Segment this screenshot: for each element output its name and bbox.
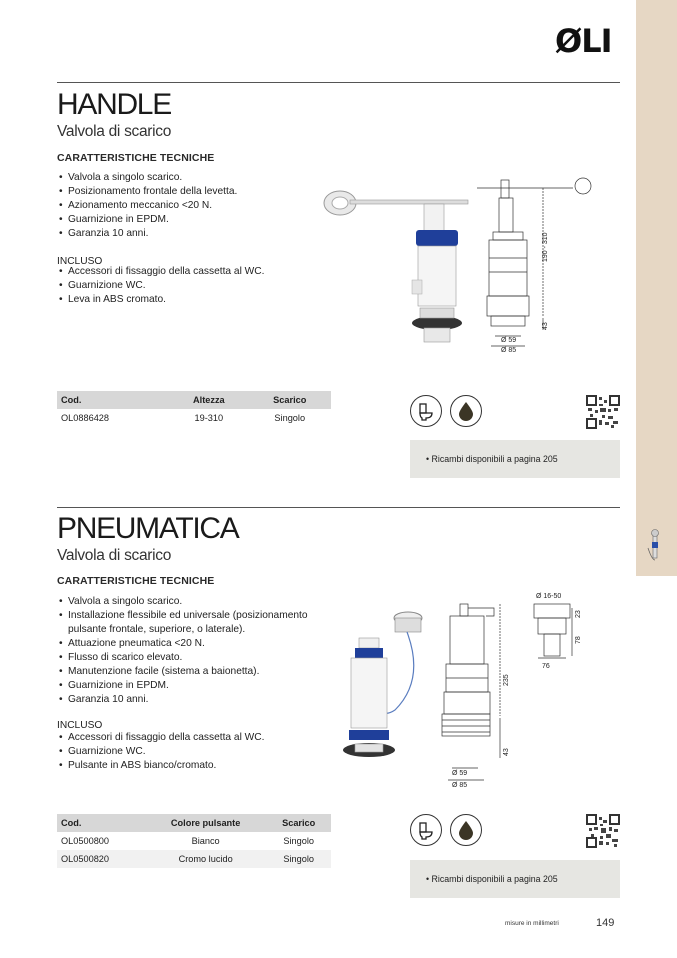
table-row [57,832,331,850]
included-list [57,731,347,773]
included-item: • Pulsante in ABS bianco/cromato. [57,759,347,773]
included-heading: INCLUSO [57,256,103,267]
dim-top-diameter: Ø 16-50 [536,593,562,600]
spec-item: • Attuazione pneumatica <20 N. [57,637,347,651]
included-item: • Leva in ABS cromato. [57,293,347,307]
water-drop-icon [450,814,482,846]
spec-item: • Manutenzione facile (sistema a baionetta). [57,665,347,679]
table-cell: OL0500820 [57,850,145,868]
pneumatic-technical-drawing [438,588,586,793]
table-header: Altezza [169,391,248,409]
specs-heading: CARATTERISTICHE TECNICHE [57,575,215,587]
specs-list [57,171,347,241]
footer-note: misure in millimetri [505,920,559,927]
toilet-icon [410,395,442,427]
table-cell: OL0886428 [61,413,110,423]
dim-h2: 78 [575,636,582,644]
spare-parts-note: • Ricambi disponibili a pagina 205 [410,440,620,478]
toilet-icon [410,814,442,846]
section-divider [57,82,620,83]
product-subtitle: Valvola di scarico [57,547,172,564]
table-cell: Singolo [283,836,314,846]
table-cell: Cromo lucido [145,850,266,868]
page-number: 149 [596,917,615,929]
table-row [57,850,331,868]
qr-code-icon[interactable] [586,814,620,848]
section-divider [57,507,620,508]
spec-item: • Azionamento meccanico <20 N. [57,199,347,213]
spec-item: • Guarnizione in EPDM. [57,213,347,227]
dim-d1: Ø 59 [501,337,517,344]
qr-code-icon[interactable] [586,395,620,429]
pneumatic-valve-photo [335,600,435,765]
spec-item: • Posizionamento frontale della levetta. [57,185,347,199]
handle-technical-drawing [473,170,613,360]
dim-d2: Ø 85 [501,347,517,354]
included-item: • Accessori di fissaggio della cassetta al WC. [57,265,347,279]
spec-item: • Guarnizione in EPDM. [57,679,347,693]
product-subtitle: Valvola di scarico [57,123,172,140]
spec-item: • Garanzia 10 anni. [57,227,347,241]
dim-d2: Ø 85 [452,782,468,789]
water-drop-icon [450,395,482,427]
included-item: • Guarnizione WC. [57,279,347,293]
product-title: PNEUMATICA [57,512,239,545]
table-row [57,409,331,427]
included-item: • Guarnizione WC. [57,745,347,759]
dim-height-range: 190 - 310 [542,232,549,262]
included-heading: INCLUSO [57,720,103,731]
dim-d1: Ø 59 [452,770,468,777]
table-cell: 19-310 [194,413,224,423]
table-header: Scarico [266,814,331,832]
included-list [57,265,347,307]
dim-h1: 23 [575,610,582,618]
spec-item: • Garanzia 10 anni. [57,693,347,707]
side-tab-thumbnail [646,528,664,568]
product-code-table [57,814,331,868]
table-header: Colore pulsante [145,814,266,832]
spec-item: • Installazione flessibile ed universale (posizionamento [57,609,317,623]
table-cell: Singolo [266,850,331,868]
product-code-table [57,391,331,427]
specs-list [57,637,347,707]
handle-valve-photo [320,180,470,345]
spec-item-continuation: pulsante frontale, superiore, o laterale). [68,624,246,635]
spare-parts-note: • Ricambi disponibili a pagina 205 [410,860,620,898]
spec-item: • Flusso di scarico elevato. [57,651,347,665]
dim-width: 76 [542,663,550,670]
dim-height: 235 [503,674,510,686]
product-title: HANDLE [57,88,171,121]
spec-item: • Valvola a singolo scarico. [57,171,347,185]
dim-base: 43 [503,748,510,756]
table-cell: Singolo [274,413,306,423]
specs-list [57,595,317,623]
included-item: • Accessori di fissaggio della cassetta al WC. [57,731,347,745]
table-header: Cod. [57,391,169,409]
dim-base: 43 [542,322,549,330]
table-cell: Bianco [191,836,220,846]
brand-logo: ØLI [555,22,612,60]
specs-heading: CARATTERISTICHE TECNICHE [57,152,215,164]
table-cell: OL0500800 [61,836,110,846]
table-header: Scarico [249,391,331,409]
spec-item: • Valvola a singolo scarico. [57,595,317,609]
table-header: Cod. [57,814,145,832]
side-tab [636,0,677,576]
